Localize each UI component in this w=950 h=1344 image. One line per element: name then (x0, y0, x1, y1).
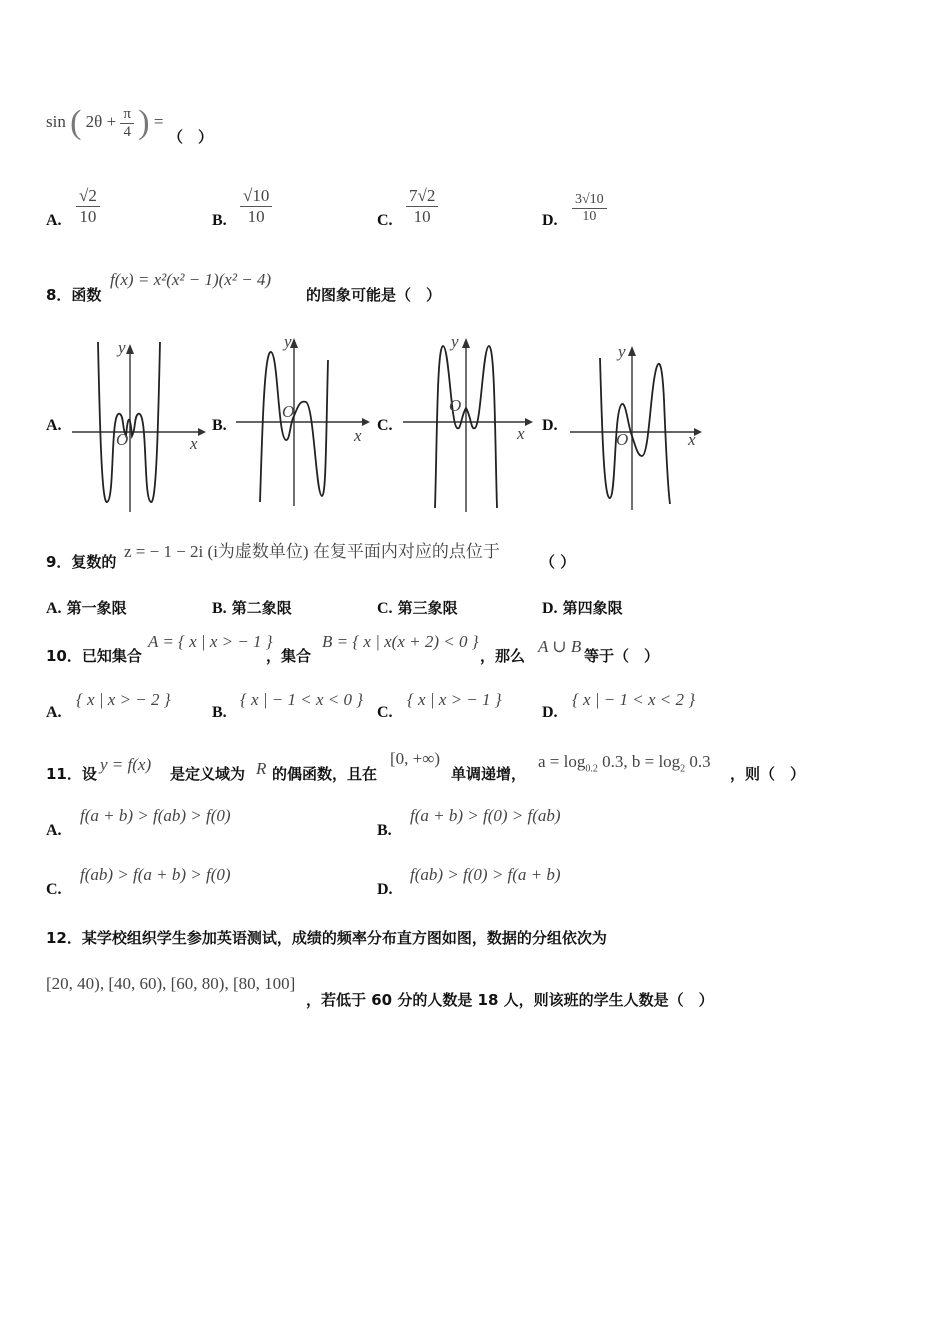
q9-prefix: 9．复数的 (46, 553, 117, 571)
q11-option-d-label: D. (377, 881, 393, 898)
q10-option-a-value: { x | x > − 2 } (76, 690, 171, 709)
q10-option-c-label: C. (377, 704, 393, 721)
q7-arg: 2θ + (85, 111, 117, 131)
q9-option-b: B. 第二象限 (212, 599, 292, 617)
q8-graph-c-y: y (451, 332, 459, 351)
q8-graph-a-origin: O (116, 430, 129, 449)
q8-graph-c (403, 332, 538, 512)
q8-suffix: 的图象可能是（ ） (306, 286, 442, 304)
q8-graph-d-x: x (688, 430, 696, 449)
q10-option-a-label: A. (46, 704, 62, 721)
q11-option-a-value: f(a + b) > f(ab) > f(0) (80, 806, 231, 825)
q9-option-d: D. 第四象限 (542, 599, 623, 617)
q11-fn: y = f(x) (100, 755, 152, 774)
q10-option-d-label: D. (542, 704, 558, 721)
q8-graph-a-y: y (118, 338, 126, 357)
q7-option-b-label: B. (212, 212, 227, 229)
q10-union: A ∪ B (538, 637, 582, 656)
q11-option-d-value: f(ab) > f(0) > f(a + b) (410, 865, 561, 884)
q8-graph-b-origin: O (282, 402, 295, 421)
q9-option-a: A. 第一象限 (46, 599, 127, 617)
q10-option-b-label: B. (212, 704, 227, 721)
q10-set-a: A = { x | x > − 1 } (148, 632, 273, 651)
q11-prefix: 11．设 (46, 765, 97, 783)
q10-option-c-value: { x | x > − 1 } (407, 690, 502, 709)
q7-option-d-label: D. (542, 212, 558, 229)
q8-graph-d-origin: O (616, 430, 629, 449)
q10-prefix: 10．已知集合 (46, 647, 142, 665)
q9-option-c: C. 第三象限 (377, 599, 458, 617)
q10-option-b-value: { x | − 1 < x < 0 } (240, 690, 364, 709)
q8-formula: f(x) = x²(x² − 1)(x² − 4) (110, 270, 272, 289)
q10-suffix: 等于（ ） (584, 647, 660, 665)
q7-option-a-label: A. (46, 212, 62, 229)
q8-graph-c-x: x (517, 424, 525, 443)
q12-line1: 12．某学校组织学生参加英语测试，成绩的频率分布直方图如图，数据的分组依次为 (46, 929, 607, 947)
q7-option-c-value: $\frac{7√2}{10}$ (406, 186, 438, 227)
q8-graph-d-label: D. (542, 417, 558, 434)
q7-option-c-label: C. (377, 212, 393, 229)
q7-option-d-value: $\frac{3√10}{10}$ (572, 192, 607, 225)
q11-t1: 是定义域为 (170, 765, 246, 783)
q8-graph-b-x: x (354, 426, 362, 445)
q12-groups: [20, 40), [40, 60), [60, 80), [80, 100] (46, 974, 296, 993)
q10-option-d-value: { x | − 1 < x < 2 } (572, 690, 696, 709)
q8-graph-b-y: y (284, 332, 292, 351)
q9-formula: z = − 1 − 2i (i为虚数单位) 在复平面内对应的点位于 (124, 542, 500, 561)
q10-mid: ，集合 (266, 647, 312, 665)
q11-ab: $a = \log_{0.2} 0.3$, $b = \log_2 0.3$ (538, 752, 711, 775)
q10-then: ，那么 (480, 647, 526, 665)
q9-paren: （ ） (540, 553, 576, 571)
q8-graph-d (570, 340, 705, 510)
q7-eq: = (153, 111, 164, 131)
q11-option-a-label: A. (46, 822, 62, 839)
q8-graph-d-y: y (618, 342, 626, 361)
q8-graph-a (72, 336, 207, 512)
q7-pi: π (120, 106, 134, 124)
q7-pi-over-4 (120, 106, 134, 141)
q8-graph-a-x: x (190, 434, 198, 453)
q11-option-b-value: f(a + b) > f(0) > f(ab) (410, 806, 561, 825)
q8-graph-c-origin: O (449, 396, 462, 415)
q11-interval: [0, +∞) (390, 749, 441, 768)
q8-graph-a-label: A. (46, 417, 62, 434)
q7-paren: （ ） (168, 128, 214, 146)
q11-t3: 单调递增， (451, 765, 527, 783)
q8-prefix: 8．函数 (46, 286, 102, 304)
q11-R: R (256, 759, 267, 778)
q8-graph-b-label: B. (212, 417, 227, 434)
q8-graph-c-label: C. (377, 417, 393, 434)
q10-set-b: B = { x | x(x + 2) < 0 } (322, 632, 479, 651)
q12-line2: ，若低于 60 分的人数是 18 人，则该班的学生人数是（ ） (306, 991, 714, 1009)
q11-option-c-value: f(ab) > f(a + b) > f(0) (80, 865, 231, 884)
q7-expression: sin ( 2θ + $\frac{\pi}{4}$ ) = (46, 104, 164, 141)
q8-graph-b (236, 330, 371, 506)
q11-option-c-label: C. (46, 881, 62, 898)
q11-t2: 的偶函数，且在 (272, 765, 378, 783)
q11-option-b-label: B. (377, 822, 392, 839)
q7-four: 4 (123, 123, 131, 140)
q7-option-a-value: $\frac{√2}{10}$ (76, 186, 100, 227)
q7-option-b-value: $\frac{√10}{10}$ (240, 186, 272, 227)
q11-t4: ，则（ ） (730, 765, 806, 783)
q7-sin: sin (46, 111, 66, 131)
